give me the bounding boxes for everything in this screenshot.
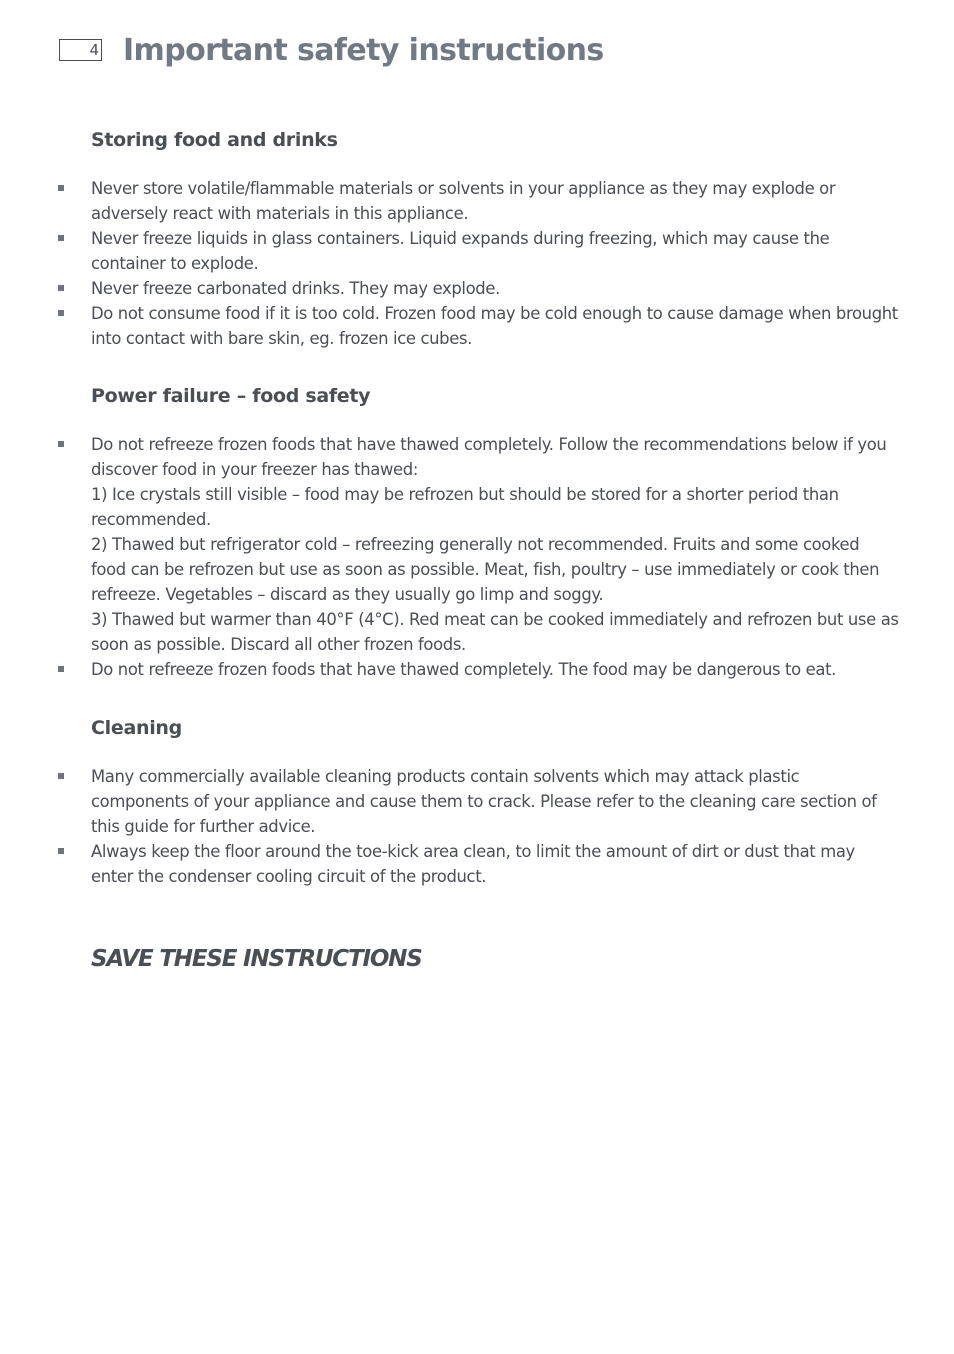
bullet-square-icon xyxy=(58,310,64,316)
bullet-square-icon xyxy=(58,666,64,672)
bullet-square-icon xyxy=(58,185,64,191)
page-number: 4 xyxy=(59,39,102,61)
list-item: Do not refreeze frozen foods that have thawed completely. The food may be dangerous to eat. xyxy=(0,657,899,682)
bullet-square-icon xyxy=(58,441,64,447)
bullet-square-icon xyxy=(58,773,64,779)
bullet-square-icon xyxy=(58,285,64,291)
section-heading-storing-food: Storing food and drinks xyxy=(91,129,338,151)
refreeze-step-2: 2) Thawed but refrigerator cold – refreezing generally not recommended. Fruits and some cooked food can be refrozen but use as soon as possible. Meat, fish, poultry – use immediately or cook then refreeze. Vegetables – discard as they usually go limp and soggy. xyxy=(91,535,880,604)
list-item: Never store volatile/flammable materials or solvents in your appliance as they may explode or adversely react with materials in this appliance. xyxy=(0,176,899,226)
list-item: Never freeze carbonated drinks. They may explode. xyxy=(0,276,899,301)
cleaning-list xyxy=(0,764,954,889)
power-failure-list xyxy=(0,432,954,682)
list-item: Never freeze liquids in glass containers. Liquid expands during freezing, which may cause the container to explode. xyxy=(0,226,899,276)
refreeze-intro: Do not refreeze frozen foods that have thawed completely. Follow the recommendations below if you discover food in your freezer has thawed: xyxy=(91,435,887,479)
list-item: Many commercially available cleaning products contain solvents which may attack plastic components of your appliance and cause them to crack. Please refer to the cleaning care section of this guide for further advice. xyxy=(0,764,899,839)
save-instructions-note: SAVE THESE INSTRUCTIONS xyxy=(91,946,422,972)
list-item: Always keep the floor around the toe-kick area clean, to limit the amount of dirt or dust that may enter the condenser cooling circuit of the product. xyxy=(0,839,899,889)
refreeze-step-1: 1) Ice crystals still visible – food may be refrozen but should be stored for a shorter period than recommended. xyxy=(91,485,839,529)
bullet-square-icon xyxy=(58,848,64,854)
bullet-square-icon xyxy=(58,235,64,241)
list-item: Do not consume food if it is too cold. Frozen food may be cold enough to cause damage when brought into contact with bare skin, eg. frozen ice cubes. xyxy=(0,301,899,351)
refreeze-step-3: 3) Thawed but warmer than 40°F (4°C). Red meat can be cooked immediately and refrozen but use as soon as possible. Discard all other frozen foods. xyxy=(91,610,899,654)
list-item xyxy=(0,432,899,657)
section-heading-cleaning: Cleaning xyxy=(91,717,182,739)
storing-food-list xyxy=(0,176,954,351)
page-header xyxy=(59,30,939,74)
section-heading-power-failure: Power failure – food safety xyxy=(91,385,371,407)
page-title: Important safety instructions xyxy=(123,33,604,68)
